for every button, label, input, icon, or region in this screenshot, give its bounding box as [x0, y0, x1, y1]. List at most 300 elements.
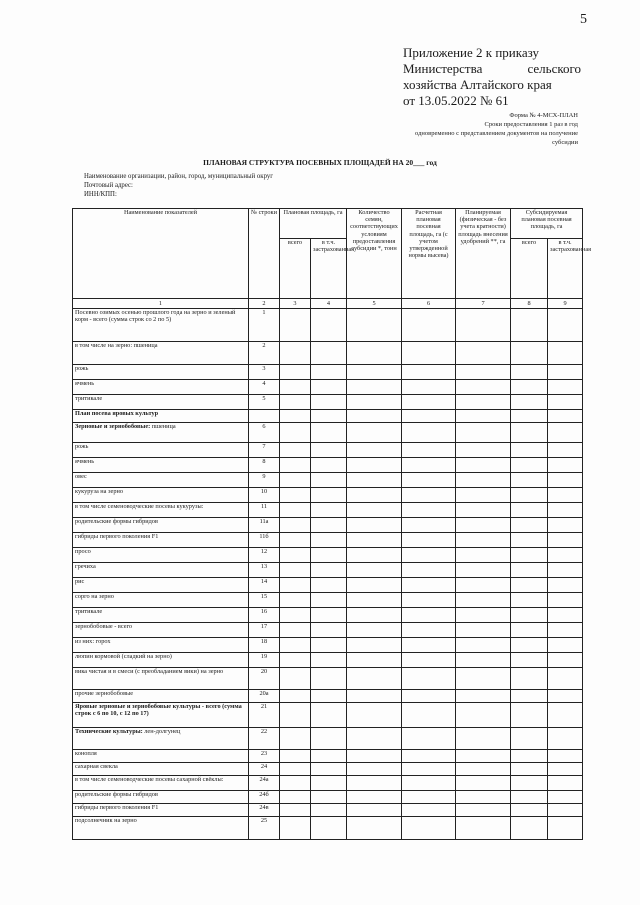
input-cell[interactable]	[511, 503, 548, 518]
input-cell[interactable]	[280, 750, 311, 763]
input-cell[interactable]	[456, 578, 511, 593]
input-cell[interactable]	[311, 593, 347, 608]
input-cell[interactable]	[511, 728, 548, 750]
input-cell[interactable]	[402, 410, 456, 423]
input-cell[interactable]	[548, 488, 583, 503]
input-cell[interactable]	[402, 690, 456, 703]
input-cell[interactable]	[311, 653, 347, 668]
org-name-label: Наименование организации, район, город, муниципальный округ	[84, 173, 274, 180]
input-cell[interactable]	[511, 690, 548, 703]
header-plan-area: Плановая площадь, га	[280, 209, 347, 239]
row-label: в том числе на зерно: пшеница	[73, 342, 249, 365]
row-number: 25	[249, 817, 280, 840]
input-cell[interactable]	[311, 548, 347, 563]
input-cell[interactable]	[402, 380, 456, 395]
input-cell[interactable]	[311, 473, 347, 488]
input-cell[interactable]	[402, 593, 456, 608]
row-number: 24	[249, 763, 280, 776]
input-cell[interactable]	[280, 578, 311, 593]
table-row	[73, 380, 583, 395]
input-cell[interactable]	[548, 776, 583, 791]
row-label: Яровые зерновые и зернобобовые культуры - всего (сумма строк с 6 по 10, с 12 по 17)	[73, 703, 249, 728]
row-label: ячмень	[73, 458, 249, 473]
input-cell[interactable]	[347, 563, 402, 578]
input-cell[interactable]	[511, 653, 548, 668]
input-cell[interactable]	[511, 703, 548, 728]
row-number: 10	[249, 488, 280, 503]
row-number: 12	[249, 548, 280, 563]
input-cell[interactable]	[456, 443, 511, 458]
address-label: Почтовый адрес:	[84, 182, 133, 189]
input-cell[interactable]	[347, 817, 402, 840]
input-cell[interactable]	[511, 443, 548, 458]
table-row	[73, 703, 583, 728]
input-cell[interactable]	[511, 578, 548, 593]
input-cell[interactable]	[280, 410, 311, 423]
input-cell[interactable]	[280, 690, 311, 703]
input-cell[interactable]	[311, 365, 347, 380]
input-cell[interactable]	[511, 380, 548, 395]
table-row	[73, 443, 583, 458]
input-cell[interactable]	[280, 593, 311, 608]
row-label: конопля	[73, 750, 249, 763]
input-cell[interactable]	[402, 578, 456, 593]
input-cell[interactable]	[511, 410, 548, 423]
input-cell[interactable]	[311, 690, 347, 703]
row-label: рожь	[73, 443, 249, 458]
table-row	[73, 518, 583, 533]
table-body	[73, 309, 583, 840]
table-row	[73, 638, 583, 653]
input-cell[interactable]	[280, 342, 311, 365]
table-row	[73, 423, 583, 443]
input-cell[interactable]	[456, 763, 511, 776]
input-cell[interactable]	[511, 804, 548, 817]
input-cell[interactable]	[311, 817, 347, 840]
organization-meta	[84, 172, 273, 199]
input-cell[interactable]	[311, 804, 347, 817]
input-cell[interactable]	[311, 423, 347, 443]
row-label: вика чистая и в смеси (с преобладанием вики) на зерно	[73, 668, 249, 690]
input-cell[interactable]	[347, 578, 402, 593]
input-cell[interactable]	[347, 365, 402, 380]
input-cell[interactable]	[402, 395, 456, 410]
input-cell[interactable]	[456, 548, 511, 563]
input-cell[interactable]	[280, 503, 311, 518]
row-label: родительские формы гибридов	[73, 791, 249, 804]
input-cell[interactable]	[280, 653, 311, 668]
input-cell[interactable]	[280, 638, 311, 653]
row-number: 24б	[249, 791, 280, 804]
row-label: рис	[73, 578, 249, 593]
input-cell[interactable]	[311, 578, 347, 593]
input-cell[interactable]	[456, 533, 511, 548]
input-cell[interactable]	[347, 488, 402, 503]
section-heading: Зерновые и зернобобовые:	[75, 423, 151, 430]
input-cell[interactable]	[402, 443, 456, 458]
input-cell[interactable]	[548, 563, 583, 578]
input-cell[interactable]	[511, 791, 548, 804]
input-cell[interactable]	[311, 443, 347, 458]
row-number: 24в	[249, 804, 280, 817]
input-cell[interactable]	[456, 623, 511, 638]
header-seeds: Количество семян, соответствующих условиям предоставления субсидии *, тонн	[347, 209, 402, 299]
input-cell[interactable]	[347, 423, 402, 443]
table-row	[73, 365, 583, 380]
row-label: рожь	[73, 365, 249, 380]
input-cell[interactable]	[548, 703, 583, 728]
header-plan-insured: в т.ч. застрахованная	[311, 239, 347, 299]
input-cell[interactable]	[511, 750, 548, 763]
input-cell[interactable]	[548, 817, 583, 840]
col-number: 9	[548, 299, 583, 309]
input-cell[interactable]	[280, 703, 311, 728]
table-row	[73, 668, 583, 690]
row-label: родительские формы гибридов	[73, 518, 249, 533]
input-cell[interactable]	[456, 473, 511, 488]
input-cell[interactable]	[347, 380, 402, 395]
input-cell[interactable]	[548, 750, 583, 763]
input-cell[interactable]	[347, 548, 402, 563]
input-cell[interactable]	[402, 817, 456, 840]
input-cell[interactable]	[402, 563, 456, 578]
input-cell[interactable]	[347, 458, 402, 473]
row-number: 2	[249, 342, 280, 365]
row-label: овес	[73, 473, 249, 488]
input-cell[interactable]	[402, 533, 456, 548]
input-cell[interactable]	[456, 563, 511, 578]
input-cell[interactable]	[311, 638, 347, 653]
input-cell[interactable]	[280, 776, 311, 791]
input-cell[interactable]	[456, 638, 511, 653]
input-cell[interactable]	[511, 593, 548, 608]
input-cell[interactable]	[311, 750, 347, 763]
input-cell[interactable]	[280, 608, 311, 623]
input-cell[interactable]	[402, 608, 456, 623]
row-number: 8	[249, 458, 280, 473]
table-row	[73, 791, 583, 804]
input-cell[interactable]	[311, 533, 347, 548]
input-cell[interactable]	[347, 690, 402, 703]
input-cell[interactable]	[402, 488, 456, 503]
input-cell[interactable]	[280, 668, 311, 690]
input-cell[interactable]	[402, 776, 456, 791]
col-number: 5	[347, 299, 402, 309]
input-cell[interactable]	[402, 365, 456, 380]
input-cell[interactable]	[456, 423, 511, 443]
input-cell[interactable]	[548, 443, 583, 458]
input-cell[interactable]	[280, 533, 311, 548]
row-label: сахарная свекла	[73, 763, 249, 776]
input-cell[interactable]	[402, 309, 456, 342]
input-cell[interactable]	[347, 728, 402, 750]
input-cell[interactable]	[548, 548, 583, 563]
input-cell[interactable]	[280, 458, 311, 473]
input-cell[interactable]	[402, 668, 456, 690]
input-cell[interactable]	[456, 518, 511, 533]
input-cell[interactable]	[548, 533, 583, 548]
input-cell[interactable]	[347, 608, 402, 623]
input-cell[interactable]	[456, 410, 511, 423]
input-cell[interactable]	[311, 488, 347, 503]
input-cell[interactable]	[456, 817, 511, 840]
input-cell[interactable]	[511, 548, 548, 563]
input-cell[interactable]	[456, 342, 511, 365]
input-cell[interactable]	[548, 638, 583, 653]
input-cell[interactable]	[280, 423, 311, 443]
row-label: из них: горох	[73, 638, 249, 653]
input-cell[interactable]	[311, 608, 347, 623]
input-cell[interactable]	[280, 563, 311, 578]
input-cell[interactable]	[347, 653, 402, 668]
input-cell[interactable]	[402, 503, 456, 518]
input-cell[interactable]	[456, 728, 511, 750]
form-note: одновременно с представлением документов на получение	[415, 130, 578, 137]
input-cell[interactable]	[347, 668, 402, 690]
input-cell[interactable]	[511, 668, 548, 690]
input-cell[interactable]	[456, 380, 511, 395]
input-cell[interactable]	[347, 443, 402, 458]
input-cell[interactable]	[456, 703, 511, 728]
input-cell[interactable]	[548, 503, 583, 518]
input-cell[interactable]	[402, 342, 456, 365]
input-cell[interactable]	[402, 763, 456, 776]
input-cell[interactable]	[347, 776, 402, 791]
input-cell[interactable]	[347, 791, 402, 804]
input-cell[interactable]	[347, 593, 402, 608]
input-cell[interactable]	[548, 423, 583, 443]
input-cell[interactable]	[347, 342, 402, 365]
input-cell[interactable]	[347, 750, 402, 763]
input-cell[interactable]	[311, 395, 347, 410]
input-cell[interactable]	[548, 380, 583, 395]
input-cell[interactable]	[402, 728, 456, 750]
input-cell[interactable]	[280, 548, 311, 563]
input-cell[interactable]	[347, 410, 402, 423]
row-number: 21	[249, 703, 280, 728]
input-cell[interactable]	[456, 750, 511, 763]
input-cell[interactable]	[511, 638, 548, 653]
row-number: 5	[249, 395, 280, 410]
input-cell[interactable]	[456, 309, 511, 342]
row-number: 7	[249, 443, 280, 458]
row-label: ячмень	[73, 380, 249, 395]
input-cell[interactable]	[311, 563, 347, 578]
input-cell[interactable]	[548, 668, 583, 690]
input-cell[interactable]	[548, 690, 583, 703]
input-cell[interactable]	[402, 473, 456, 488]
input-cell[interactable]	[280, 817, 311, 840]
input-cell[interactable]	[548, 804, 583, 817]
input-cell[interactable]	[402, 791, 456, 804]
input-cell[interactable]	[548, 410, 583, 423]
input-cell[interactable]	[311, 503, 347, 518]
input-cell[interactable]	[548, 653, 583, 668]
input-cell[interactable]	[548, 309, 583, 342]
input-cell[interactable]	[280, 518, 311, 533]
input-cell[interactable]	[280, 728, 311, 750]
input-cell[interactable]	[311, 623, 347, 638]
table-row	[73, 817, 583, 840]
input-cell[interactable]	[548, 791, 583, 804]
input-cell[interactable]	[311, 342, 347, 365]
input-cell[interactable]	[402, 653, 456, 668]
row-label: в том числе семеноводческие посевы кукурузы:	[73, 503, 249, 518]
input-cell[interactable]	[280, 804, 311, 817]
input-cell[interactable]	[280, 309, 311, 342]
input-cell[interactable]	[347, 503, 402, 518]
row-label: зернобобовые - всего	[73, 623, 249, 638]
input-cell[interactable]	[280, 365, 311, 380]
table-row	[73, 623, 583, 638]
input-cell[interactable]	[280, 443, 311, 458]
input-cell[interactable]	[280, 623, 311, 638]
table-row	[73, 309, 583, 342]
input-cell[interactable]	[456, 653, 511, 668]
table-row	[73, 763, 583, 776]
row-number: 18	[249, 638, 280, 653]
input-cell[interactable]	[548, 342, 583, 365]
input-cell[interactable]	[402, 548, 456, 563]
input-cell[interactable]	[280, 380, 311, 395]
input-cell[interactable]	[511, 776, 548, 791]
input-cell[interactable]	[456, 668, 511, 690]
input-cell[interactable]	[456, 608, 511, 623]
input-cell[interactable]	[311, 410, 347, 423]
input-cell[interactable]	[402, 638, 456, 653]
row-label: План посева яровых культур	[73, 410, 249, 423]
input-cell[interactable]	[548, 763, 583, 776]
input-cell[interactable]	[402, 623, 456, 638]
input-cell[interactable]	[347, 533, 402, 548]
input-cell[interactable]	[402, 423, 456, 443]
row-number: 16	[249, 608, 280, 623]
input-cell[interactable]	[402, 458, 456, 473]
row-number: 23	[249, 750, 280, 763]
row-label: прочие зернобобовые	[73, 690, 249, 703]
input-cell[interactable]	[511, 309, 548, 342]
header-subsid-insured: в т.ч. застрахованная	[548, 239, 583, 299]
input-cell[interactable]	[456, 791, 511, 804]
input-cell[interactable]	[511, 817, 548, 840]
input-cell[interactable]	[402, 518, 456, 533]
input-cell[interactable]	[511, 365, 548, 380]
input-cell[interactable]	[548, 395, 583, 410]
input-cell[interactable]	[548, 608, 583, 623]
input-cell[interactable]	[402, 703, 456, 728]
input-cell[interactable]	[311, 703, 347, 728]
input-cell[interactable]	[402, 750, 456, 763]
input-cell[interactable]	[511, 342, 548, 365]
input-cell[interactable]	[311, 728, 347, 750]
sown-area-table	[72, 208, 592, 840]
row-number: 3	[249, 365, 280, 380]
input-cell[interactable]	[456, 365, 511, 380]
input-cell[interactable]	[456, 458, 511, 473]
input-cell[interactable]	[311, 776, 347, 791]
input-cell[interactable]	[511, 763, 548, 776]
input-cell[interactable]	[311, 763, 347, 776]
input-cell[interactable]	[456, 804, 511, 817]
input-cell[interactable]	[548, 578, 583, 593]
input-cell[interactable]	[456, 593, 511, 608]
input-cell[interactable]	[548, 623, 583, 638]
input-cell[interactable]	[347, 518, 402, 533]
input-cell[interactable]	[548, 458, 583, 473]
row-number: 9	[249, 473, 280, 488]
input-cell[interactable]	[511, 458, 548, 473]
input-cell[interactable]	[456, 503, 511, 518]
input-cell[interactable]	[402, 804, 456, 817]
input-cell[interactable]	[347, 473, 402, 488]
input-cell[interactable]	[311, 518, 347, 533]
input-cell[interactable]	[548, 365, 583, 380]
input-cell[interactable]	[347, 309, 402, 342]
input-cell[interactable]	[511, 608, 548, 623]
header-calc-area: Расчетная плановая посевная площадь, га (с учетом утвержденной нормы высева)	[402, 209, 456, 299]
col-number: 4	[311, 299, 347, 309]
input-cell[interactable]	[511, 623, 548, 638]
input-cell[interactable]	[280, 791, 311, 804]
document-title: ПЛАНОВАЯ СТРУКТУРА ПОСЕВНЫХ ПЛОЩАДЕЙ НА 20___ год	[203, 158, 437, 167]
input-cell[interactable]	[311, 668, 347, 690]
row-number: 4	[249, 380, 280, 395]
input-cell[interactable]	[311, 309, 347, 342]
input-cell[interactable]	[280, 395, 311, 410]
input-cell[interactable]	[456, 690, 511, 703]
row-number: 15	[249, 593, 280, 608]
input-cell[interactable]	[511, 533, 548, 548]
input-cell[interactable]	[280, 488, 311, 503]
table-row	[73, 804, 583, 817]
input-cell[interactable]	[347, 395, 402, 410]
table-row	[73, 503, 583, 518]
input-cell[interactable]	[548, 593, 583, 608]
input-cell[interactable]	[548, 473, 583, 488]
input-cell[interactable]	[311, 380, 347, 395]
input-cell[interactable]	[511, 395, 548, 410]
table-row	[73, 653, 583, 668]
input-cell[interactable]	[511, 488, 548, 503]
section-heading: Технические культуры:	[75, 728, 143, 735]
table-row	[73, 608, 583, 623]
input-cell[interactable]	[456, 488, 511, 503]
input-cell[interactable]	[456, 395, 511, 410]
input-cell[interactable]	[280, 763, 311, 776]
input-cell[interactable]	[347, 703, 402, 728]
row-label: в том числе семеноводческие посевы сахарной свёклы:	[73, 776, 249, 791]
input-cell[interactable]	[511, 473, 548, 488]
input-cell[interactable]	[548, 728, 583, 750]
table-row	[73, 776, 583, 791]
input-cell[interactable]	[511, 518, 548, 533]
input-cell[interactable]	[347, 763, 402, 776]
col-number: 1	[73, 299, 249, 309]
input-cell[interactable]	[511, 423, 548, 443]
input-cell[interactable]	[311, 791, 347, 804]
input-cell[interactable]	[548, 518, 583, 533]
input-cell[interactable]	[456, 776, 511, 791]
table-row	[73, 548, 583, 563]
input-cell[interactable]	[347, 623, 402, 638]
input-cell[interactable]	[347, 804, 402, 817]
input-cell[interactable]	[511, 563, 548, 578]
input-cell[interactable]	[311, 458, 347, 473]
input-cell[interactable]	[280, 473, 311, 488]
input-cell[interactable]	[347, 638, 402, 653]
appendix-line-4: от 13.05.2022 № 61	[403, 93, 509, 108]
row-label: тритикале	[73, 608, 249, 623]
